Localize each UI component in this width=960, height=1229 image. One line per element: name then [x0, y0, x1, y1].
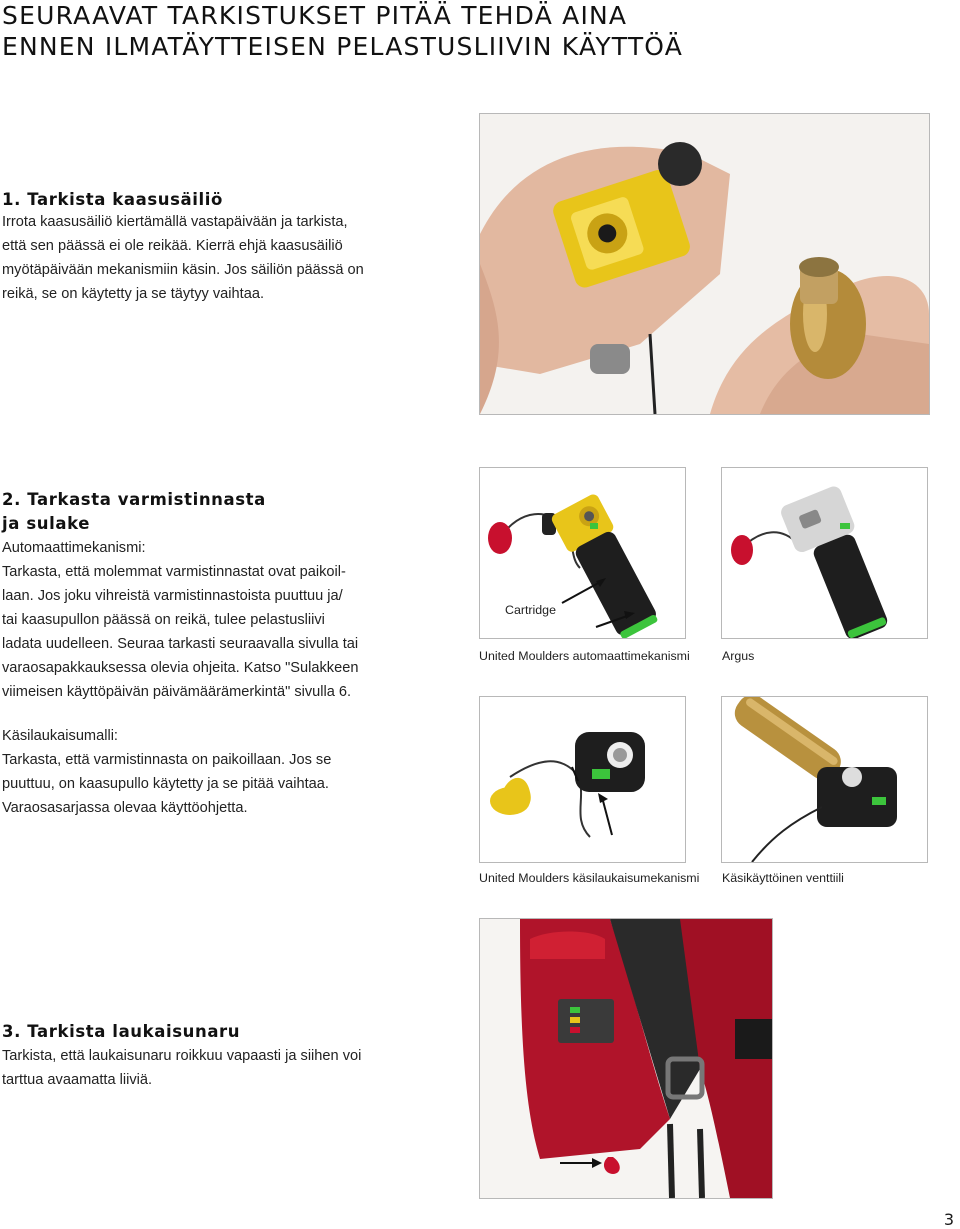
page-number: 3 [943, 1210, 954, 1229]
text-line: Tarkasta, että molemmat varmistinnastat ovat paikoil- [2, 564, 346, 580]
section-2-heading [2, 488, 266, 536]
section-1-heading: 1. Tarkista kaasusäiliö [2, 190, 223, 209]
auto-label: Automaattimekanismi: [2, 540, 146, 556]
photo-life-vest [479, 918, 773, 1199]
text-line: puuttuu, on kaasupullo käytetty ja se pitää vaihtaa. [2, 776, 329, 792]
caption-argus: Argus [722, 649, 755, 663]
photo-manual-valve [721, 696, 928, 863]
title-line-2: ENNEN ILMATÄYTTEISEN PELASTUSLIIVIN KÄYTTÖÄ [2, 32, 684, 61]
text-line: Varaosasarjassa olevaa käyttöohjetta. [2, 800, 248, 816]
text-line: myötäpäivään mekanismiin käsin. Jos säiliön päässä on [2, 262, 364, 278]
page-title [2, 0, 952, 62]
caption-um-automatic: United Moulders automaattimekanismi [479, 649, 690, 663]
section-3-heading: 3. Tarkista laukaisunaru [2, 1022, 241, 1041]
photo-argus [721, 467, 928, 639]
text-line: reikä, se on käytetty ja se täytyy vaihtaa. [2, 286, 265, 302]
section-2-heading-line-2: ja sulake [2, 514, 91, 533]
text-line: Tarkista, että laukaisunaru roikkuu vapaasti ja siihen voi [2, 1048, 362, 1064]
text-line: laan. Jos joku vihreistä varmistinnastoista puuttuu ja/ [2, 588, 343, 604]
photo-gas-cylinder [479, 113, 930, 415]
cartridge-label: Cartridge [505, 603, 556, 617]
section-3-text [2, 1044, 361, 1092]
text-line: tai kaasupullon päässä on reikä, tulee pelastusliivi [2, 612, 325, 628]
photo-um-manual [479, 696, 686, 863]
text-line: Irrota kaasusäiliö kiertämällä vastapäivään ja tarkista, [2, 214, 348, 230]
caption-um-manual: United Moulders käsilaukaisumekanismi [479, 871, 700, 885]
arrows-overlay [560, 575, 640, 630]
section-2-manual-text [2, 724, 331, 820]
caption-manual-valve: Käsikäyttöinen venttiili [722, 871, 844, 885]
section-1-text [2, 210, 364, 306]
title-line-1: SEURAAVAT TARKISTUKSET PITÄÄ TEHDÄ AINA [2, 1, 628, 30]
text-line: että sen päässä ei ole reikää. Kierrä ehjä kaasusäiliö [2, 238, 343, 254]
text-line: Tarkasta, että varmistinnasta on paikoillaan. Jos se [2, 752, 332, 768]
manual-label: Käsilaukaisumalli: [2, 728, 118, 744]
text-line: varaosapakkauksessa olevia ohjeita. Katso "Sulakkeen [2, 660, 359, 676]
text-line: tarttua avaamatta liiviä. [2, 1072, 153, 1088]
text-line: viimeisen käyttöpäivän päivämäärämerkintä" sivulla 6. [2, 684, 352, 700]
section-2-auto-text [2, 536, 358, 704]
text-line: ladata uudelleen. Seuraa tarkasti seuraavalla sivulla tai [2, 636, 359, 652]
section-2-heading-line-1: 2. Tarkasta varmistinnasta [2, 490, 266, 509]
